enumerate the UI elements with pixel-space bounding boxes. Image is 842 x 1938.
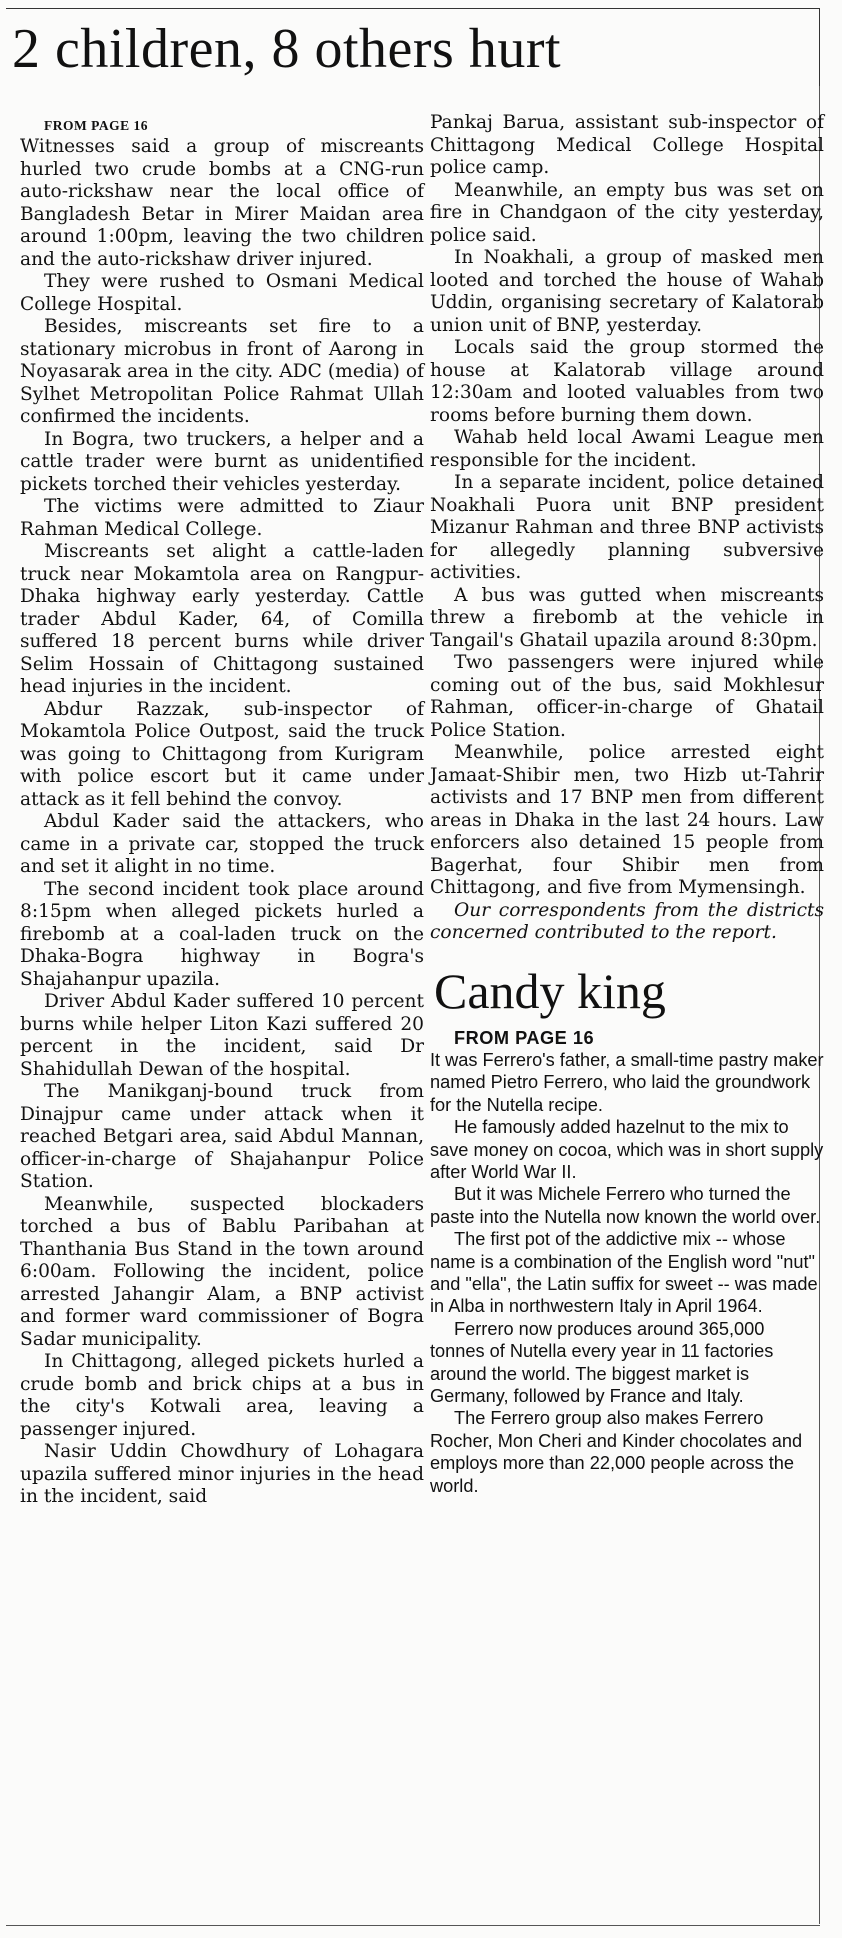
- paragraph: In Bogra, two truckers, a helper and a cattle trader were burnt as unidentified pickets torched their vehicles yesterday.: [20, 428, 424, 495]
- candy-king-article: [430, 961, 824, 1498]
- paragraph: Meanwhile, police arrested eight Jamaat-Shibir men, two Hizb ut-Tahrir activists and 17 BNP men from different areas in Dhaka in the last 24 hours. Law enforcers also detained 15 people from Bagerhat, four Shibir men from Chittagong, and five from Mymensingh.: [430, 742, 824, 898]
- paragraph: Pankaj Barua, assistant sub-inspector of Chittagong Medical College Hospital police camp.: [430, 112, 824, 178]
- paragraph: Two passengers were injured while coming out of the bus, said Mokhlesur Rahman, officer-in-charge of Ghatail Police Station.: [430, 652, 824, 741]
- paragraph: Driver Abdul Kader suffered 10 percent burns while helper Liton Kazi suffered 20 percent in the incident, said Dr Shahidullah Dewan of the hospital.: [20, 991, 424, 1080]
- paragraph: Locals said the group stormed the house at Kalatorab village around 12:30am and looted valuables from two rooms before burning them down.: [430, 337, 824, 426]
- candy-king-headline: Candy king: [434, 962, 666, 1019]
- paragraph: The victims were admitted to Ziaur Rahman Medical College.: [20, 496, 424, 540]
- paragraph: Abdur Razzak, sub-inspector of Mokamtola Police Outpost, said the truck was going to Chittagong from Kurigram with police escort but it came under attack as it fell behind the convoy.: [20, 698, 424, 810]
- paragraph: Miscreants set alight a cattle-laden truck near Mokamtola area on Rangpur-Dhaka highway early yesterday. Cattle trader Abdul Kader, 64, of Comilla suffered 18 percent burns while driver Selim Hossain of Chittagong sustained head injuries in the incident.: [20, 541, 424, 697]
- contributor-credit: Our correspondents from the districts concerned contributed to the report.: [430, 899, 824, 943]
- paragraph: The second incident took place around 8:15pm when alleged pickets hurled a firebomb at a coal-laden truck on the Dhaka-Bogra highway in Bogra's Shajahanpur upazila.: [20, 878, 424, 990]
- from-page-label: FROM PAGE 16: [454, 1027, 595, 1048]
- paragraph: Ferrero now produces around 365,000 tonnes of Nutella every year in 11 factories around the world. The biggest market is Germany, followed by France and Italy.: [430, 1318, 774, 1406]
- paragraph: But it was Michele Ferrero who turned the paste into the Nutella now known the world over.: [430, 1184, 821, 1227]
- right-rule-top: [819, 8, 820, 86]
- paragraph: A bus was gutted when miscreants threw a firebomb at the vehicle in Tangail's Ghatail upazila around 8:30pm.: [430, 584, 824, 651]
- paragraph: Abdul Kader said the attackers, who came in a private car, stopped the truck and set it alight in no time.: [20, 811, 424, 877]
- top-rule: [6, 8, 820, 9]
- paragraph: They were rushed to Osmani Medical College Hospital.: [20, 271, 424, 315]
- paragraph: In Noakhali, a group of masked men looted and torched the house of Wahab Uddin, organising secretary of Kalatorab union unit of BNP, yesterday.: [430, 247, 824, 336]
- paragraph: He famously added hazelnut to the mix to save money on cocoa, which was in short supply after World War II.: [430, 1117, 824, 1182]
- bottom-rule: [6, 1925, 820, 1926]
- right-column: [430, 112, 824, 1497]
- paragraph: It was Ferrero's father, a small-time pastry maker named Pietro Ferrero, who laid the groundwork for the Nutella recipe.: [430, 1049, 824, 1115]
- from-page-label: FROM PAGE 16: [44, 118, 148, 133]
- paragraph: Wahab held local Awami League men responsible for the incident.: [430, 427, 824, 471]
- paragraph: The Manikganj-bound truck from Dinajpur came under attack when it reached Betgari area, said Abdul Mannan, officer-in-charge of Shajahanpur Police Station.: [20, 1081, 424, 1192]
- article-headline: 2 children, 8 others hurt: [12, 18, 562, 80]
- paragraph: Meanwhile, suspected blockaders torched a bus of Bablu Paribahan at Thanthania Bus Stand in the town around 6:00am. Following the incident, police arrested Jahangir Alam, a BNP activist and former ward commissioner of Bogra Sadar municipality.: [20, 1193, 424, 1350]
- paragraph: Besides, miscreants set fire to a stationary microbus in front of Aarong in Noyasarak area in the city. ADC (media) of Sylhet Metropolitan Police Rahmat Ullah confirmed the incidents.: [20, 316, 424, 427]
- paragraph: Meanwhile, an empty bus was set on fire in Chandgaon of the city yesterday, police said.: [430, 179, 824, 246]
- paragraph: In a separate incident, police detained Noakhali Puora unit BNP president Mizanur Rahman and three BNP activists for allegedly planning subversive activities.: [430, 472, 824, 583]
- paragraph: The Ferrero group also makes Ferrero Rocher, Mon Cheri and Kinder chocolates and employs more than 22,000 people across the world.: [430, 1408, 803, 1496]
- paragraph: Nasir Uddin Chowdhury of Lohagara upazila suffered minor injuries in the head in the incident, said: [20, 1441, 424, 1507]
- left-column: [20, 116, 424, 1509]
- paragraph: The first pot of the addictive mix -- whose name is a combination of the English word "nut" and "ella", the Latin suffix for sweet -- was made in Alba in northwestern Italy in April 1964.: [430, 1229, 818, 1317]
- paragraph: In Chittagong, alleged pickets hurled a crude bomb and brick chips at a bus in the city's Kotwali area, leaving a passenger injured.: [20, 1351, 424, 1440]
- paragraph: Witnesses said a group of miscreants hurled two crude bombs at a CNG-run auto-rickshaw near the local office of Bangladesh Betar in Mirer Maidan area around 1:00pm, leaving the two children and the auto-rickshaw driver injured.: [20, 136, 424, 270]
